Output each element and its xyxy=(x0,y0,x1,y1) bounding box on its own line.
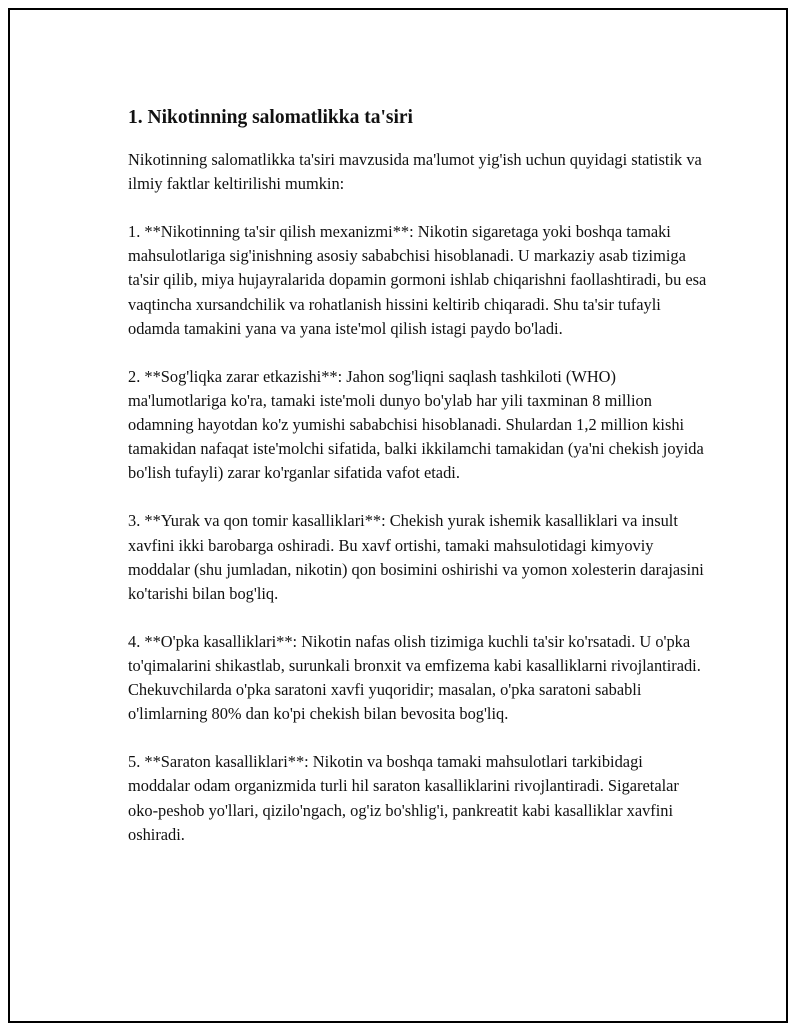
paragraph-lung-diseases: 4. **O'pka kasalliklari**: Nikotin nafas olish tizimiga kuchli ta'sir ko'rsatadi. U o'pka to'qimalarini shikastlab, surunkali bronxit va emfizema kabi kasalliklarni rivojlantiradi. Chekuvchilarda o'pka saratoni xavfi yuqoridir; masalan, o'pka saratoni sababli o'limlarning 80% dan ko'pi chekish bilan bevosita bog'liq. xyxy=(128,631,701,724)
paragraph-cardiovascular: 3. **Yurak va qon tomir kasalliklari**: Chekish yurak ishemik kasalliklari va insult xavfini ikki barobarga oshiradi. Bu xavf ortishi, tamaki mahsulotidagi kimyoviy moddalar (shu jumladan, nikotin) qon bosimini oshirishi va yomon xolesterin darajasini ko'tarishi bilan bog'liq. xyxy=(128,511,704,603)
intro-paragraph: Nikotinning salomatlikka ta'siri mavzusida ma'lumot yig'ish uchun quyidagi statistik va ilmiy faktlar keltirilishi mumkin: xyxy=(128,150,702,194)
paragraph-health-harm: 2. **Sog'liqka zarar etkazishi**: Jahon sog'liqni saqlash tashkiloti (WHO) ma'lumotlariga ko'ra, tamaki iste'moli dunyo bo'ylab har yili taxminan 8 million odamning hayotdan ko'z yumishi sababchisi hisoblanadi. Shulardan 1,2 million kishi tamakidan nafaqat iste'molchi sifatida, balki ikkilamchi tamakidan (ya'ni chekish joyida bo'lish tufayli) zarar ko'rganlar sifatida vafot etadi. xyxy=(128,366,704,483)
paragraph-cancer: 5. **Saraton kasalliklari**: Nikotin va boshqa tamaki mahsulotlari tarkibidagi moddalar odam organizmida turli hil saraton kasalliklarini rivojlantiradi. Sigaretalar oko-peshob yo'llari, qizilo'ngach, og'iz bo'shlig'i, pankreatit kabi kasalliklar xavfini oshiradi. xyxy=(128,752,679,844)
paragraph-mechanism: 1. **Nikotinning ta'sir qilish mexanizmi**: Nikotin sigaretaga yoki boshqa tamaki mahsulotlariga sig'inishning asosiy sababchisi hisoblanadi. U markaziy asab tizimiga ta'sir qilib, miya hujayralarida dopamin gormoni ishlab chiqarishni faollashtiradi, bu esa vaqtincha xursandchilik va rohatlanish hissini keltirib chiqaradi. Shu ta'sir tufayli odamda tamakini yana va yana iste'mol qilish istagi paydo bo'ladi. xyxy=(128,222,707,338)
document-body xyxy=(128,104,708,847)
document-title: 1. Nikotinning salomatlikka ta'siri xyxy=(128,107,413,128)
page-frame xyxy=(8,8,788,1023)
